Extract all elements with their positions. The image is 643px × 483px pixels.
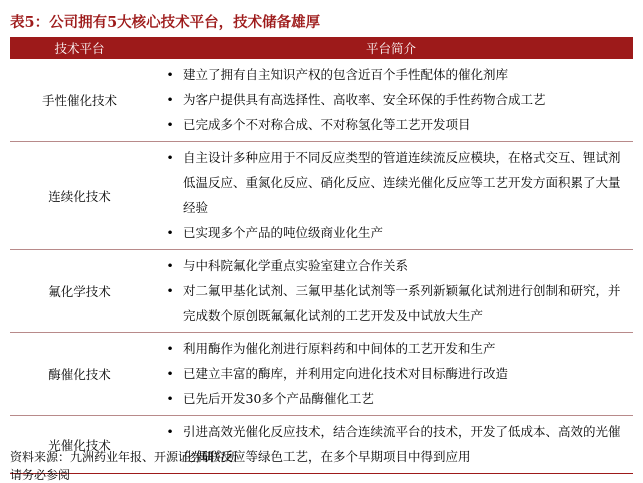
- bullet-item: [149, 220, 627, 245]
- platform-intro: [149, 142, 633, 250]
- bullet-text: 自主设计多种应用于不同反应类型的管道连续流反应模块，在格式交互、锂试剂低温反应、重氮化反应、硝化反应、连续光催化反应等工艺开发方面积累了大量经验: [183, 150, 621, 215]
- bullet-text: 对二氟甲基化试剂、三氟甲基化试剂等一系列新颖氟化试剂进行创制和研究，并完成数个原创既氟氟化试剂的工艺开发及中试放大生产: [183, 283, 621, 323]
- bullet-item: [149, 62, 627, 87]
- core-platform-table: [10, 37, 633, 474]
- platform-name: 氟化学技术: [10, 250, 149, 333]
- bullet-item: [149, 253, 627, 278]
- bullet-item: [149, 361, 627, 386]
- bullet-item: [149, 278, 627, 328]
- platform-name: 连续化技术: [10, 142, 149, 250]
- bullet-text: 已完成多个不对称合成、不对称氢化等工艺开发项目: [183, 117, 471, 132]
- platform-name: 手性催化技术: [41, 93, 117, 108]
- table-row: [10, 250, 633, 333]
- bullet-text: 已实现多个产品的吨位级商业化生产: [183, 225, 384, 240]
- platform-intro: [149, 333, 633, 416]
- table-row: [10, 59, 633, 142]
- bullet-icon: •: [166, 341, 174, 356]
- bullet-icon: •: [166, 67, 174, 82]
- bullet-text: 利用酶作为催化剂进行原料药和中间体的工艺开发和生产: [183, 341, 496, 356]
- bullet-icon: •: [166, 225, 174, 240]
- bullet-icon: •: [166, 117, 174, 132]
- bullet-text: 为客户提供具有高选择性、高收率、安全环保的手性药物合成工艺: [183, 92, 546, 107]
- bullet-item: [149, 386, 627, 411]
- bullet-icon: •: [166, 424, 174, 439]
- bullet-text: 已先后开发30多个产品酶催化工艺: [183, 391, 374, 406]
- bullet-text: 建立了拥有自主知识产权的包含近百个手性配体的催化剂库: [183, 67, 509, 82]
- table-row: [10, 142, 633, 250]
- platform-name: 酶催化技术: [10, 333, 149, 416]
- bullet-icon: •: [166, 150, 174, 165]
- bullet-icon: •: [166, 391, 174, 406]
- header-intro: 平台简介: [149, 37, 633, 59]
- table-row: [10, 333, 633, 416]
- bullet-item: [149, 145, 627, 220]
- clipped-footer-text: 请务必参阅: [10, 468, 71, 482]
- table-header-row: [10, 37, 633, 59]
- platform-intro: [149, 250, 633, 333]
- platform-intro: [149, 59, 633, 142]
- source-note: 资料来源：九洲药业年报、开源证券研究所: [10, 450, 239, 464]
- table-body: [10, 59, 633, 474]
- bullet-text: 与中科院氟化学重点实验室建立合作关系: [183, 258, 409, 273]
- bullet-item: [149, 87, 627, 112]
- bullet-text: 已建立丰富的酶库，并利用定向进化技术对目标酶进行改造: [183, 366, 509, 381]
- bullet-item: [149, 336, 627, 361]
- platform-name: 光催化技术: [10, 416, 149, 474]
- bullet-icon: •: [166, 258, 174, 273]
- header-platform: 技术平台: [10, 37, 149, 59]
- table-title: 表5：公司拥有5大核心技术平台，技术储备雄厚: [10, 14, 321, 31]
- bullet-text: 引进高效光催化反应技术，结合连续流平台的技术，开发了低成本、高效的光催化偶联反应等绿色工艺，在多个早期项目中得到应用: [183, 424, 621, 464]
- bullet-icon: •: [166, 283, 174, 298]
- bullet-icon: •: [166, 92, 174, 107]
- bullet-item: [149, 112, 627, 137]
- bullet-icon: •: [166, 366, 174, 381]
